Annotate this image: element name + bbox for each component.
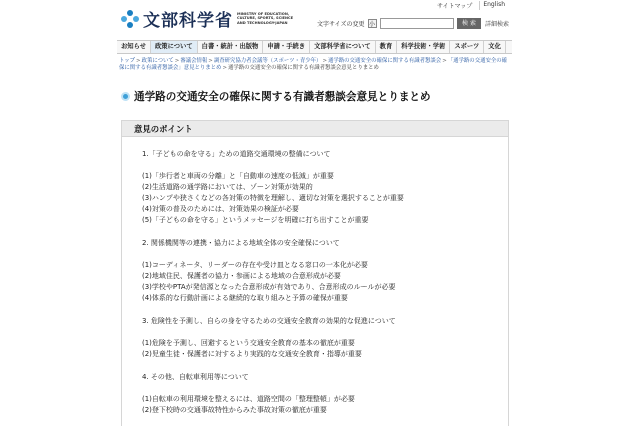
nav-applications[interactable]: 申請・手続き bbox=[263, 41, 310, 53]
text-size-label: 文字サイズの変更 bbox=[317, 21, 365, 28]
point-1-4: (4)対策の普及のためには、対策効果の検証が必要 bbox=[142, 205, 299, 213]
heading-1: 1.「子どもの命を守る」ための道路交通環境の整備について bbox=[142, 150, 331, 158]
opinion-points-section bbox=[121, 120, 509, 426]
logo-english-text: MINISTRY OF EDUCATION, CULTURE, SPORTS, SCIENCE AND TECHNOLOGY-JAPAN bbox=[237, 12, 294, 25]
english-link[interactable]: English bbox=[479, 1, 508, 10]
heading-2: 2. 関係機関等の連携・協力による地域全体の安全確保について bbox=[142, 239, 340, 247]
breadcrumb: トップ>政策について>審議会情報>調査研究協力者会議等（スポーツ・青少年）>通学路の交通安全の確保に関する有識者懇談会>「通学路の交通安全の確保に関する有識者懇談会」意見とりまとめ>通学路の交通安全の確保に関する有識者懇談会意見とりまとめ bbox=[119, 58, 508, 71]
sitemap-link[interactable]: サイトマップ bbox=[436, 3, 473, 10]
point-4-2: (2)登下校時の交通事故特性からみた事故対策の徹底が重要 bbox=[142, 406, 327, 414]
point-3-1: (1)危険を予測し、回避するという交通安全教育の基本の徹底が重要 bbox=[142, 339, 355, 347]
heading-4: 4. その他、自転車利用等について bbox=[142, 373, 249, 381]
nav-news[interactable]: お知らせ bbox=[117, 41, 151, 53]
breadcrumb-link-top[interactable]: トップ bbox=[119, 58, 136, 64]
utility-links bbox=[434, 1, 508, 10]
nav-publications[interactable]: 白書・統計・出版物 bbox=[198, 41, 264, 53]
section-title: 意見のポイント bbox=[122, 121, 508, 137]
search-input[interactable] bbox=[380, 18, 454, 29]
point-2-4: (4)体系的な行動計画による継続的な取り組みと予算の確保が重要 bbox=[142, 294, 348, 302]
point-1-1: (1)「歩行者と車両の分離」と「自動車の速度の低減」が重要 bbox=[142, 172, 334, 180]
site-logo[interactable] bbox=[121, 6, 299, 31]
page bbox=[117, 0, 512, 426]
point-1-3: (3)ハンプや狭さくなどの各対策の特徴を理解し、適切な対策を選択することが重要 bbox=[142, 194, 404, 202]
logo-text: 文部科学省 bbox=[143, 11, 233, 31]
nav-science[interactable]: 科学技術・学術 bbox=[397, 41, 450, 53]
point-1-2: (2)生活道路の通学路においては、ゾーン対策が効果的 bbox=[142, 183, 313, 191]
nav-policy[interactable]: 政策について bbox=[151, 41, 198, 53]
nav-education[interactable]: 教育 bbox=[376, 41, 398, 53]
breadcrumb-link-panel[interactable]: 通学路の交通安全の確保に関する有識者懇談会 bbox=[327, 58, 442, 64]
breadcrumb-link-council[interactable]: 審議会情報 bbox=[180, 58, 208, 64]
page-title-bar bbox=[121, 86, 509, 106]
global-nav bbox=[117, 40, 512, 54]
nav-sports[interactable]: スポーツ bbox=[450, 41, 484, 53]
point-4-1: (1)自転車の利用環境を整えるには、道路空間の「整理整頓」が必要 bbox=[142, 395, 355, 403]
heading-3: 3. 危険性を予測し、自らの身を守るための交通安全教育の効果的な促進について bbox=[142, 317, 396, 325]
text-size-small-button[interactable]: 小 bbox=[369, 21, 376, 28]
point-2-1: (1)コーディネータ、リーダーの存在や受け皿となる窓口の一本化が必要 bbox=[142, 261, 368, 269]
advanced-search-link[interactable]: 詳細検索 bbox=[485, 21, 510, 28]
nav-about[interactable]: 文部科学省について bbox=[310, 41, 376, 53]
point-3-2: (2)児童生徒・保護者に対するより実践的な交通安全教育・指導が重要 bbox=[142, 350, 362, 358]
point-1-5: (5)「子どもの命を守る」というメッセージを明確に打ち出すことが重要 bbox=[142, 216, 369, 224]
breadcrumb-link-policy[interactable]: 政策について bbox=[141, 58, 174, 64]
search-button[interactable]: 検 索 bbox=[457, 18, 481, 29]
breadcrumb-prefix-quote: 「 bbox=[447, 58, 454, 64]
point-2-3: (3)学校やPTAが発信源となった合意形成が有効であり、合意形成のルールが必要 bbox=[142, 283, 396, 291]
breadcrumb-link-research-meetings[interactable]: 調査研究協力者会議等（スポーツ・青少年） bbox=[213, 58, 322, 64]
nav-culture[interactable]: 文化 bbox=[484, 41, 506, 53]
mext-logo-icon bbox=[121, 10, 139, 28]
breadcrumb-current: 通学路の交通安全の確保に関する有識者懇談会意見とりまとめ bbox=[227, 65, 379, 71]
breadcrumb-link-opinion[interactable]: 通学路の交通安全の確保に関する有識者懇談会」意見とりまとめ bbox=[119, 58, 508, 71]
page-title: 通学路の交通安全の確保に関する有識者懇談会意見とりまとめ bbox=[134, 90, 431, 103]
circle-bullet-icon bbox=[121, 92, 130, 101]
point-2-2: (2)地域住民、保護者の協力・参画による地域の合意形成が必要 bbox=[142, 272, 341, 280]
